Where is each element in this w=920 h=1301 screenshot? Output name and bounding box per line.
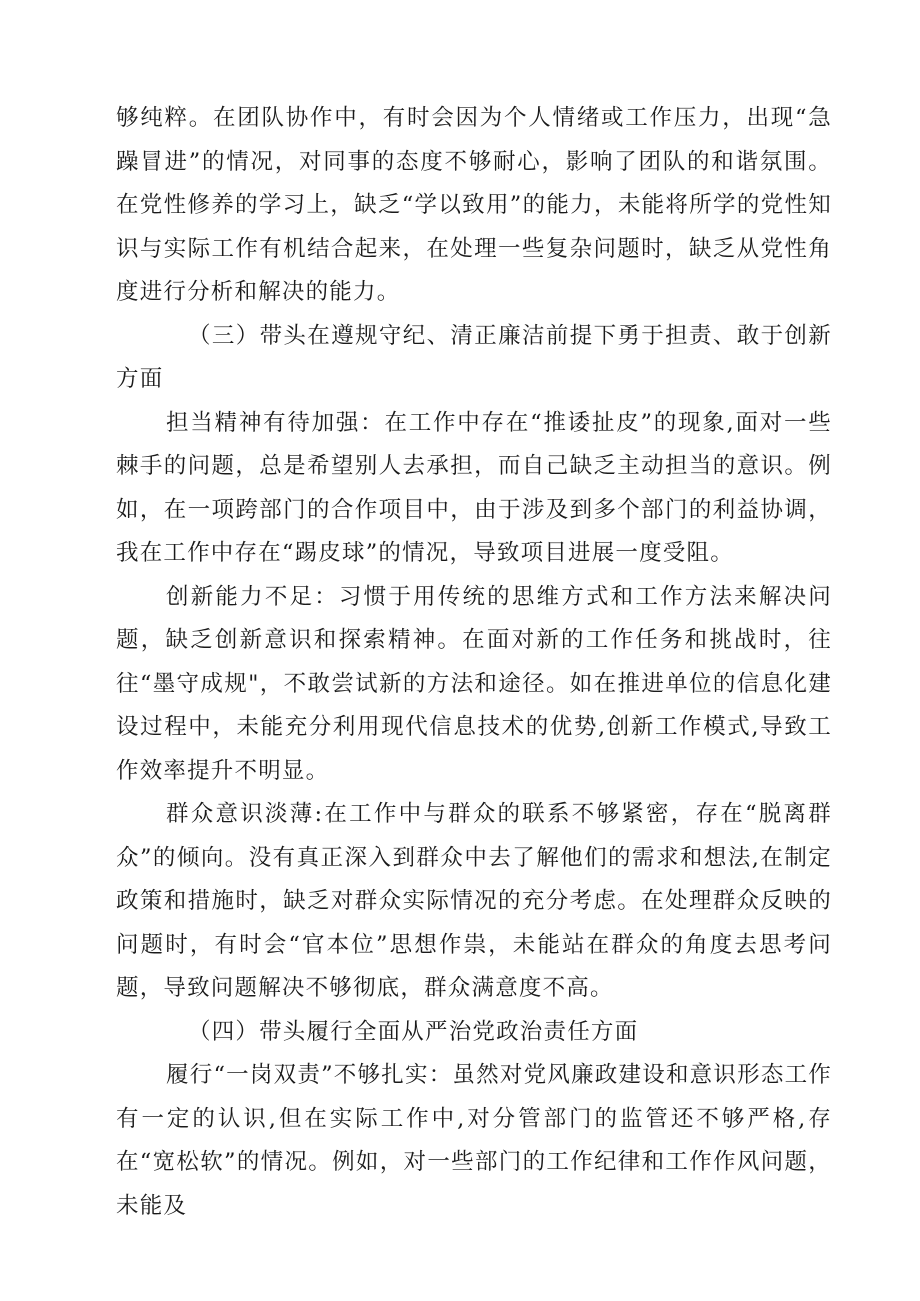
section-heading-three: （三）带头在遵规守纪、清正廉洁前提下勇于担责、敢于创新方面 (116, 322, 832, 392)
paragraph-innovation: 创新能力不足：习惯于用传统的思维方式和工作方法来解决问题，缺乏创新意识和探索精神。在面对新的工作任务和挑战时，往往“墨守成规"，不敢尝试新的方法和途径。如在推进单位的信息化建设过程中，未能充分利用现代信息技术的优势,创新工作模式,导致工作效率提升不明显。 (116, 583, 832, 784)
paragraph-dual-duty: 履行“一岗双责”不够扎实：虽然对党风廉政建设和意识形态工作有一定的认识,但在实际工作中,对分管部门的监管还不够严格,存在“宽松软”的情况。例如，对一些部门的工作纪律和工作作风问题，未能及 (116, 1062, 832, 1219)
paragraph-responsibility: 担当精神有待加强：在工作中存在“推诿扯皮”的现象,面对一些棘手的问题，总是希望别人去承担，而自己缺乏主动担当的意识。例如，在一项跨部门的合作项目中，由于涉及到多个部门的利益协调，我在工作中存在“踢皮球”的情况，导致项目进展一度受阻。 (116, 409, 832, 566)
paragraph-mass-awareness: 群众意识淡薄:在工作中与群众的联系不够紧密，存在“脱离群众”的倾向。没有真正深入到群众中去了解他们的需求和想法,在制定政策和措施时，缺乏对群众实际情况的充分考虑。在处理群众反映的问题时，有时会“官本位”思想作祟，未能站在群众的角度去思考问题，导致问题解决不够彻底，群众满意度不高。 (116, 801, 832, 1001)
paragraph-continuation: 够纯粹。在团队协作中，有时会因为个人情绪或工作压力，出现“急躁冒进”的情况，对同事的态度不够耐心，影响了团队的和谐氛围。在党性修养的学习上，缺乏“学以致用”的能力，未能将所学的党性知识与实际工作有机结合起来，在处理一些复杂问题时，缺乏从党性角度进行分析和解决的能力。 (116, 105, 832, 305)
section-heading-four: （四）带头履行全面从严治党政治责任方面 (188, 1018, 639, 1045)
